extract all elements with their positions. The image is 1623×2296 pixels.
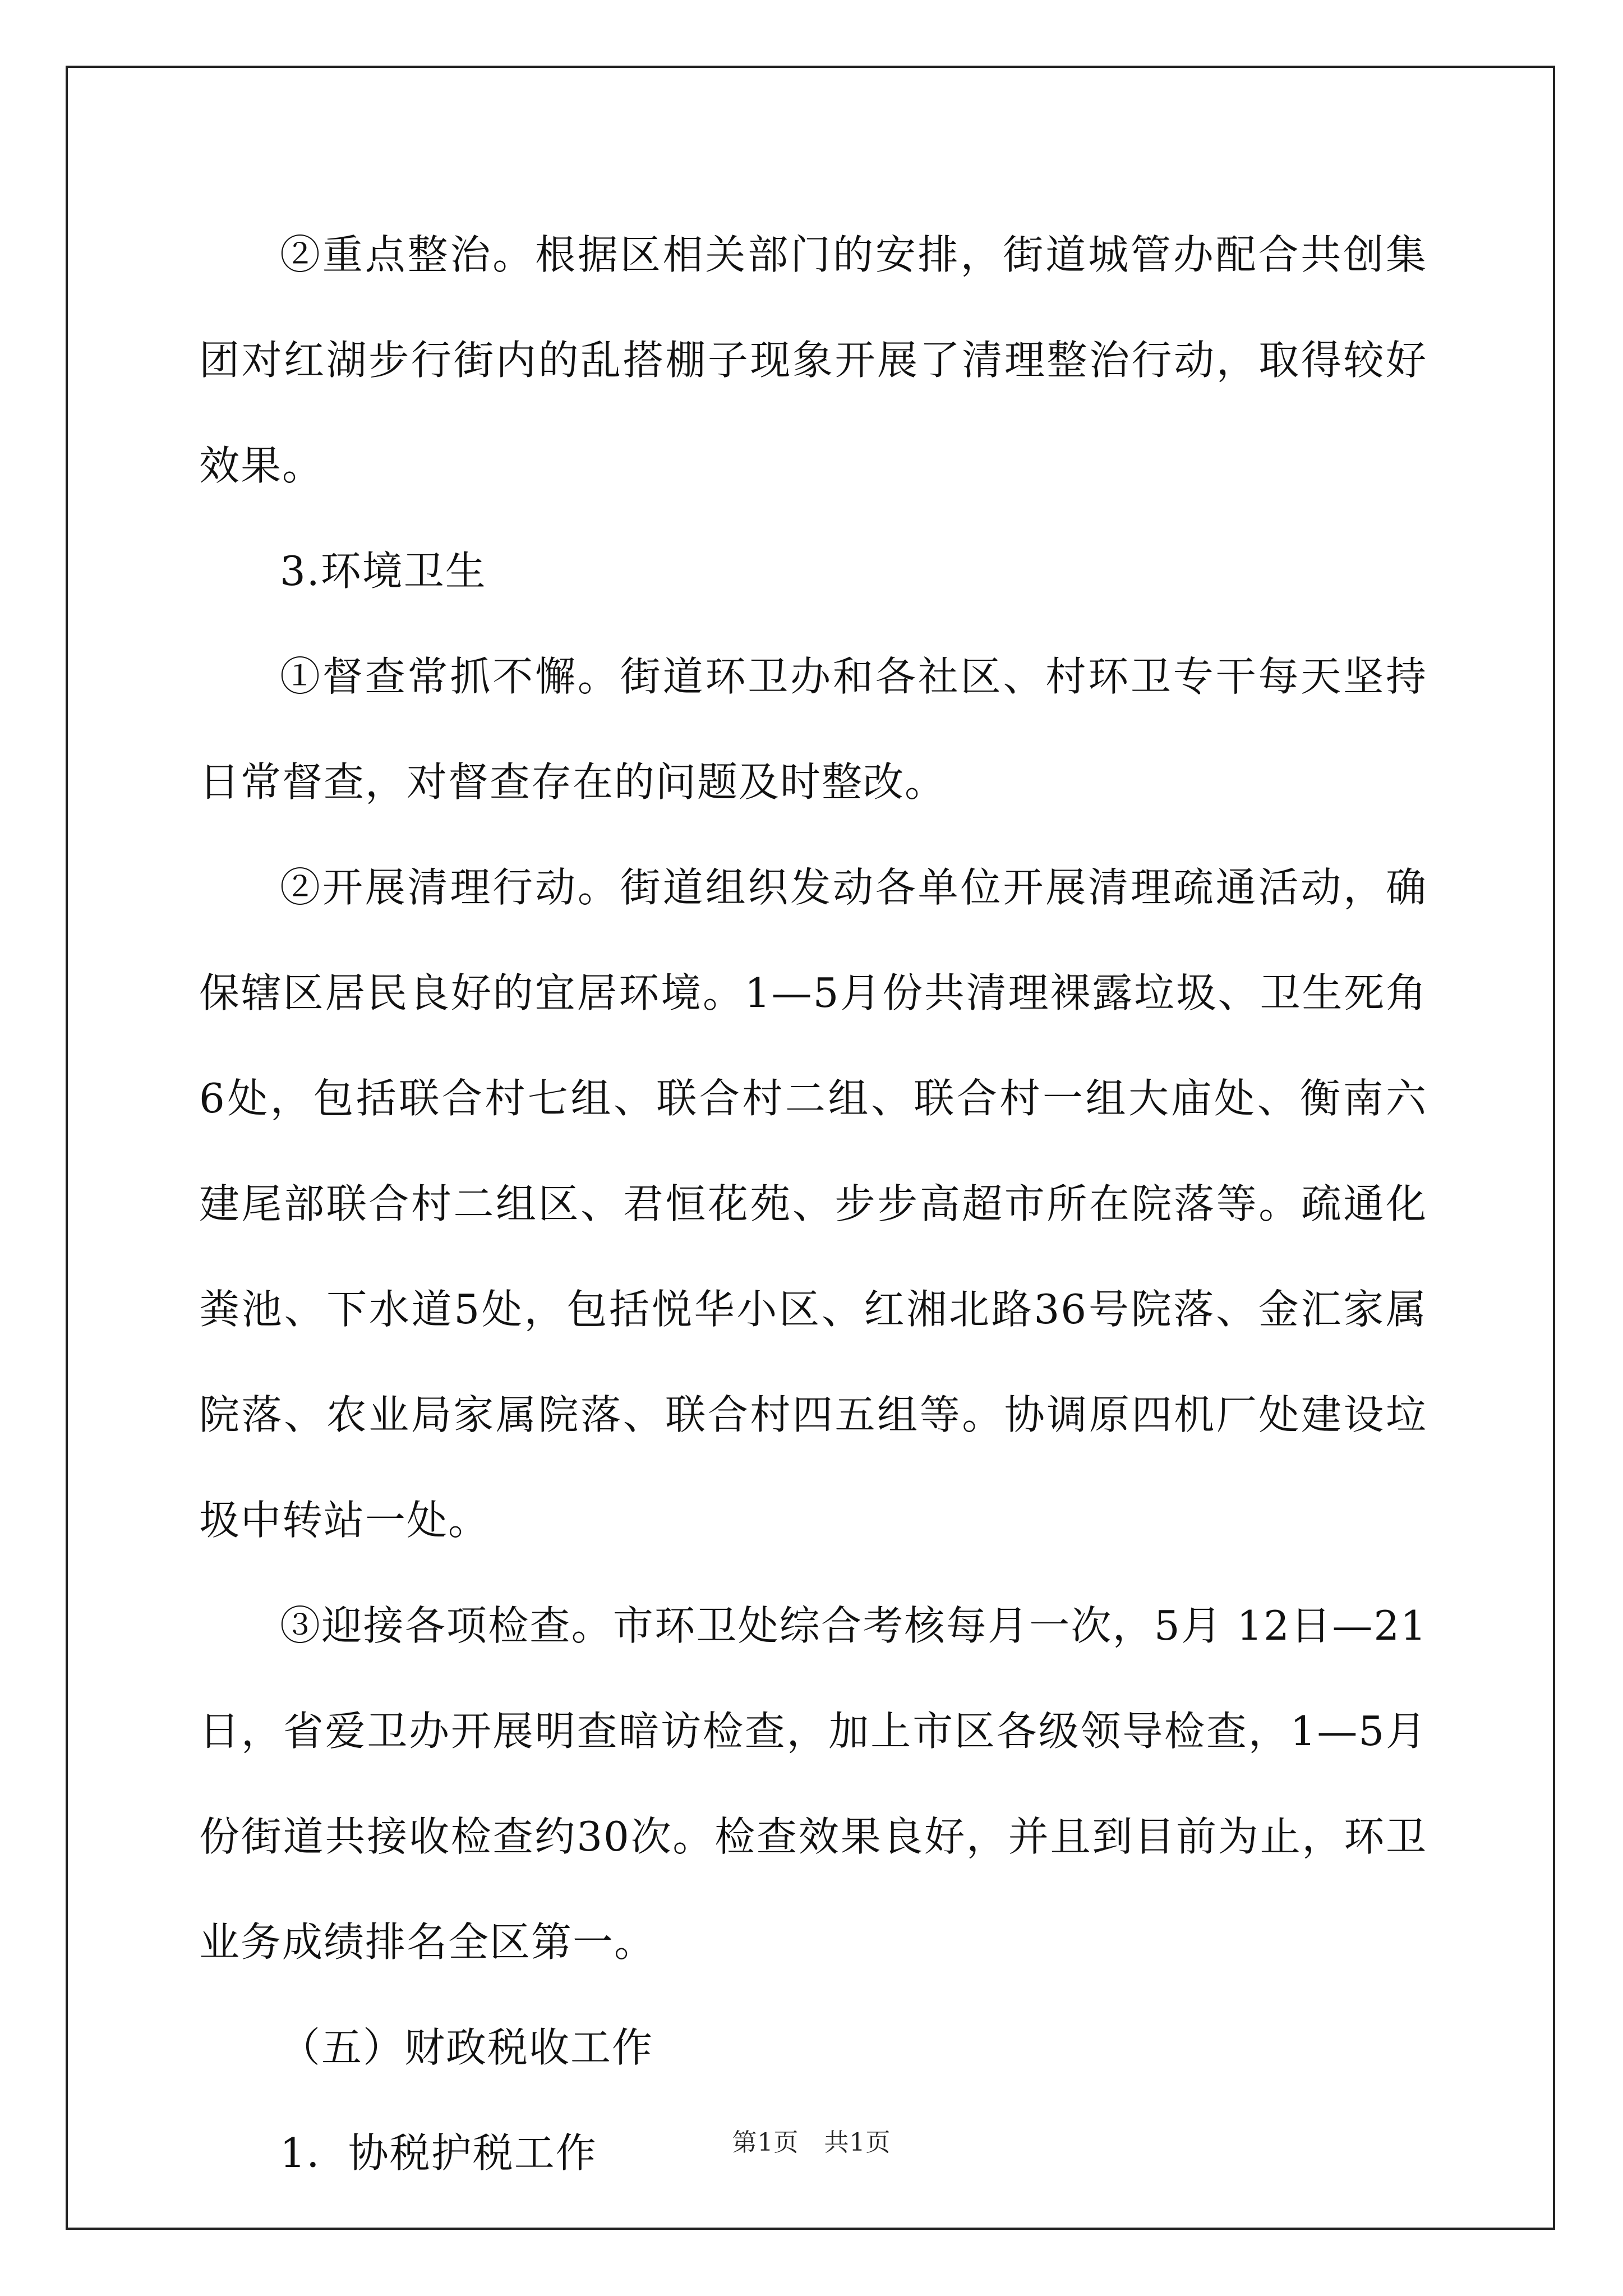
- heading-tax-assistance: 1．协税护税工作: [280, 2129, 597, 2177]
- paragraph-supervision: ①督查常抓不懈。街道环卫办和各社区、村环卫专干每天坚持日常督查，对督查存在的问题及时整改。: [199, 653, 1427, 806]
- paragraph-key-rectification: ②重点整治。根据区相关部门的安排，街道城管办配合共创集团对红湖步行街内的乱搭棚子现象开展了清理整治行动，取得较好效果。: [199, 231, 1427, 489]
- heading-environmental-sanitation: 3.环境卫生: [280, 547, 487, 595]
- page-number-footer: 第1页 共1页: [732, 2128, 891, 2157]
- paragraph-inspections: ③迎接各项检查。市环卫处综合考核每月一次，5月 12日—21日，省爱卫办开展明查暗访检查，加上市区各级领导检查，1—5月份街道共接收检查约30次。检查效果良好，并且到目前为止，环卫业务成绩排名全区第一。: [199, 1602, 1427, 1966]
- heading-finance-tax: （五）财政税收工作: [280, 2024, 654, 2071]
- document-body: [199, 202, 1427, 2206]
- paragraph-cleanup-action: ②开展清理行动。街道组织发动各单位开展清理疏通活动，确保辖区居民良好的宜居环境。1—5月份共清理裸露垃圾、卫生死角6处，包括联合村七组、联合村二组、联合村一组大庙处、衡南六建尾部联合村二组区、君恒花苑、步步高超市所在院落等。疏通化粪池、下水道5处，包括悦华小区、红湘北路36号院落、金汇家属院落、农业局家属院落、联合村四五组等。协调原四机厂处建设垃圾中转站一处。: [199, 864, 1427, 1544]
